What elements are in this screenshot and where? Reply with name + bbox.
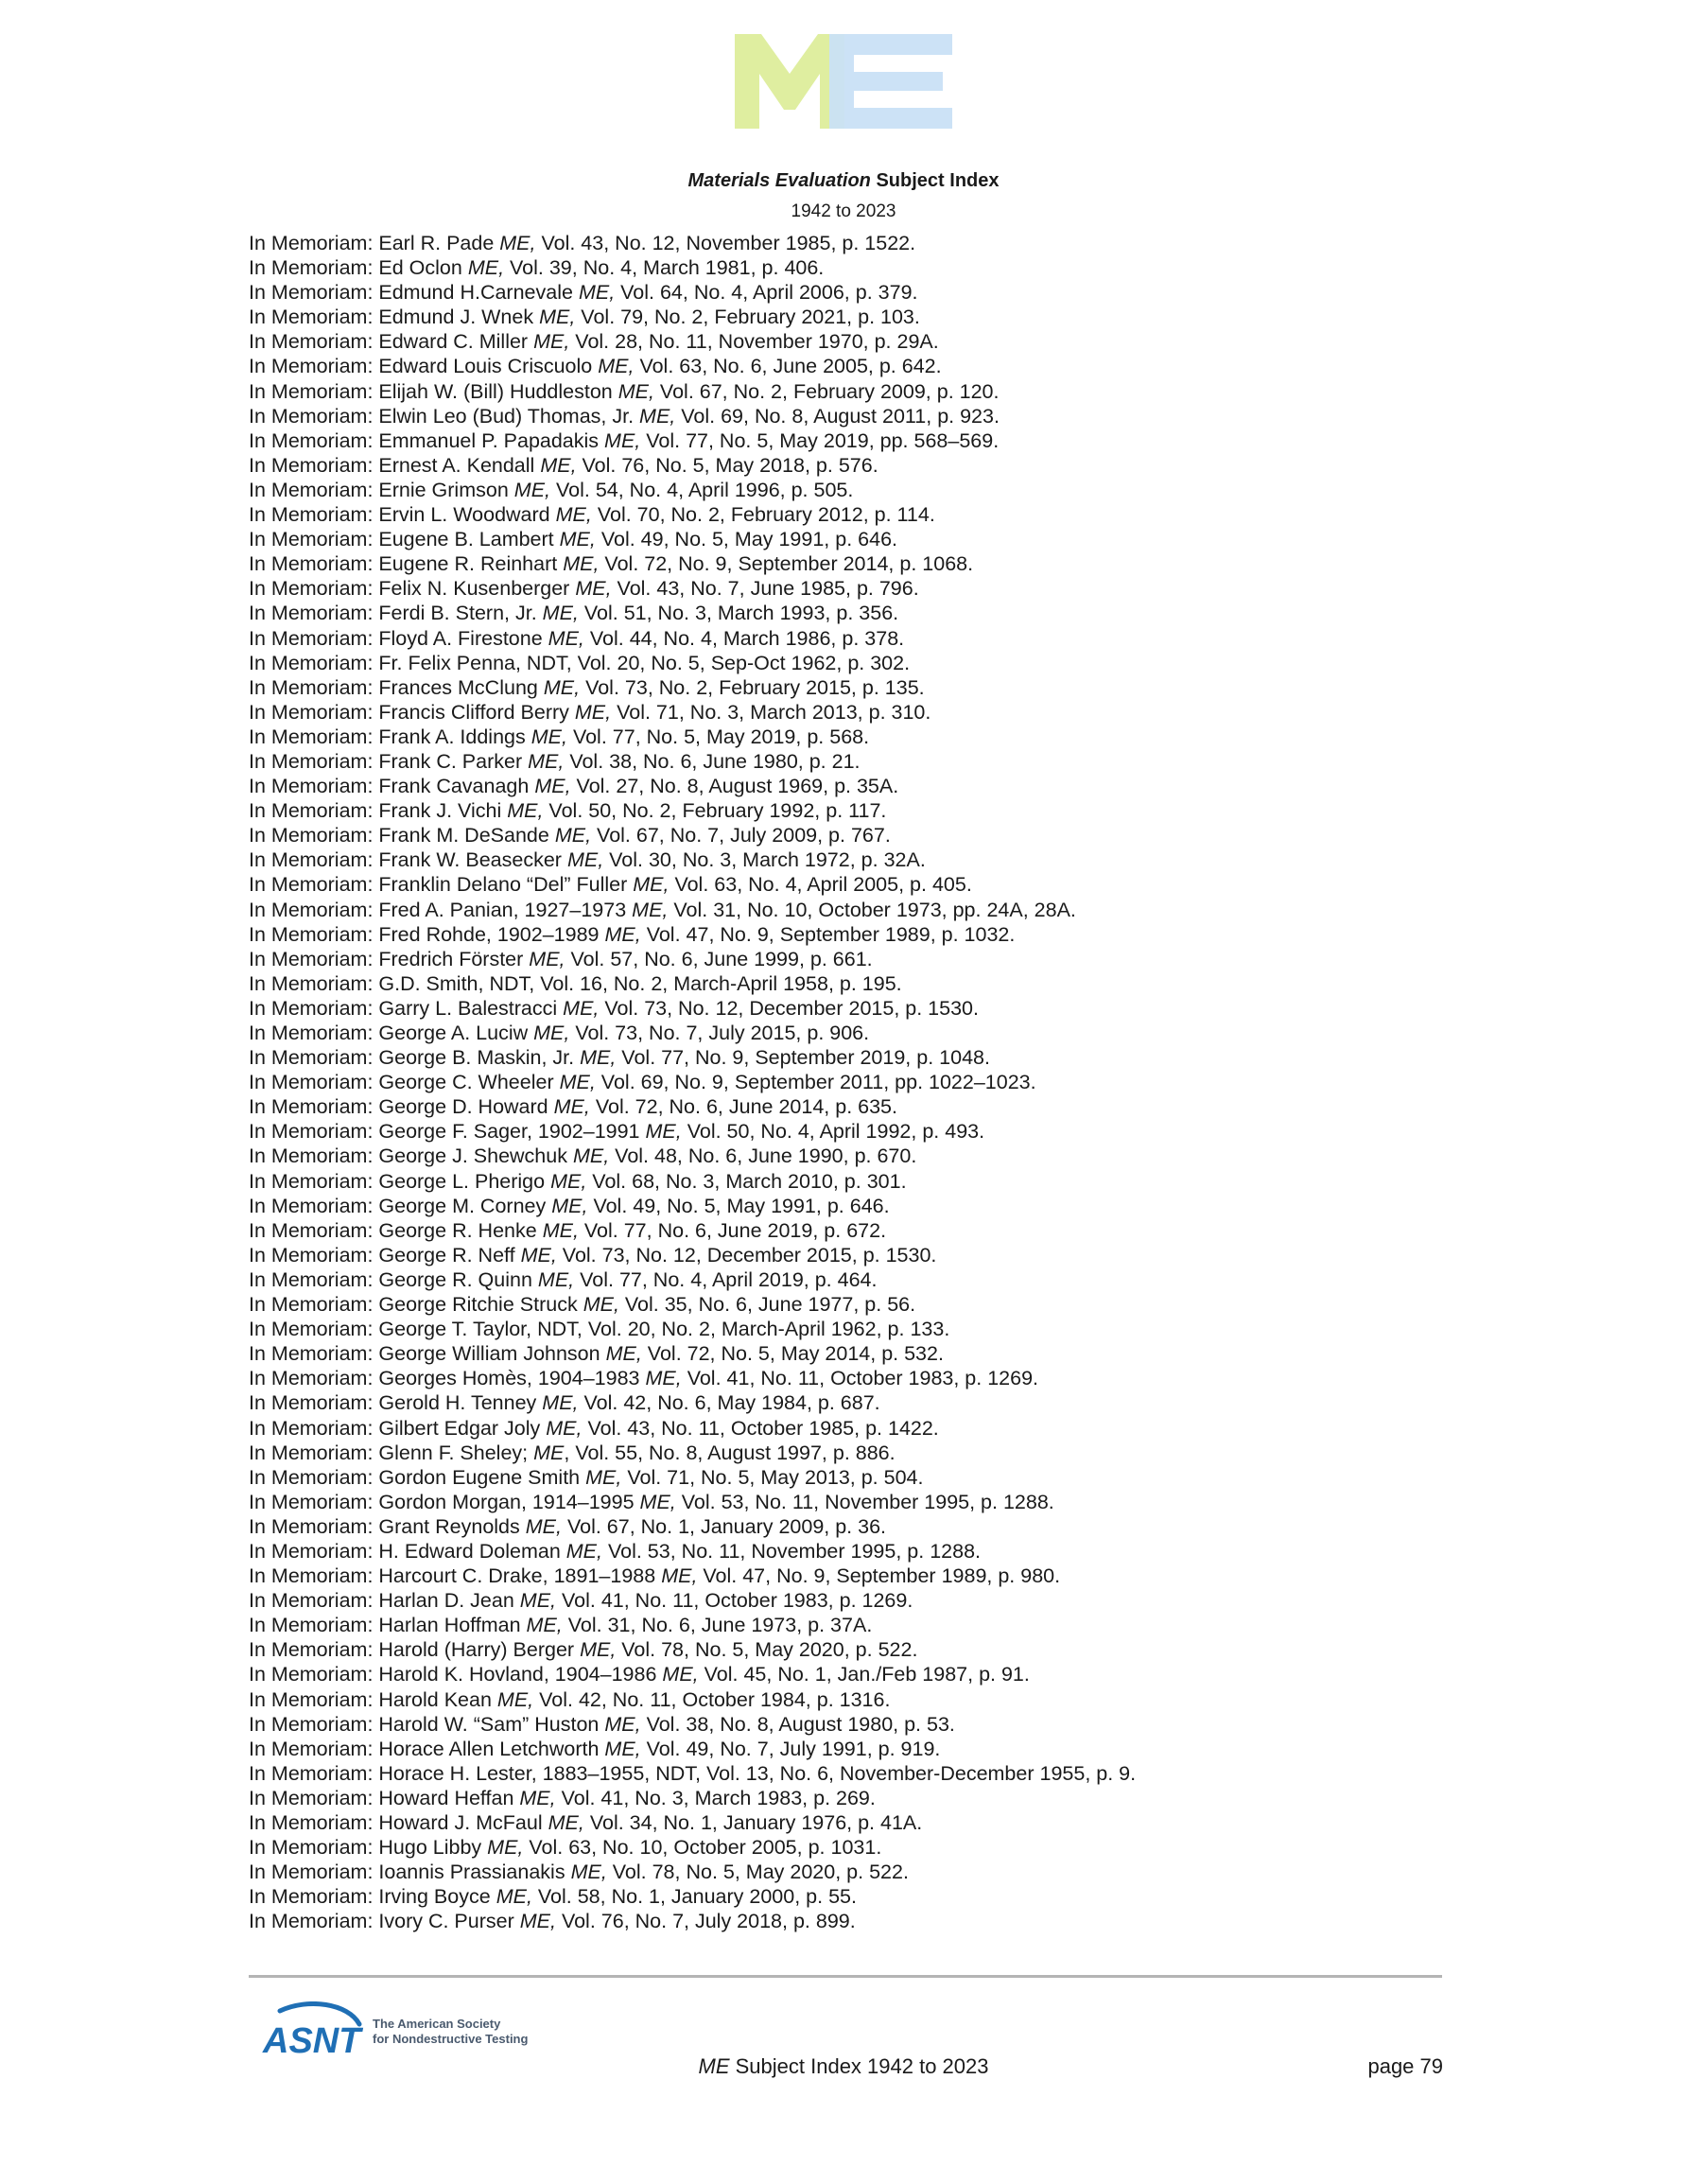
entry-name: In Memoriam: Howard J. McFaul xyxy=(249,1811,543,1834)
entry-citation: Vol. 43, No. 11, October 1985, p. 1422. xyxy=(582,1416,939,1440)
entry-journal: ME, xyxy=(496,1687,534,1711)
entry-citation: Vol. 77, No. 5, May 2019, pp. 568–569. xyxy=(640,428,1000,452)
entry-journal: ME, xyxy=(525,1514,562,1538)
index-entry xyxy=(249,922,1440,947)
index-entry xyxy=(249,255,1440,280)
entry-citation: Vol. 72, No. 5, May 2014, p. 532. xyxy=(641,1342,944,1366)
entry-name: In Memoriam: Elijah W. (Bill) Huddleston xyxy=(249,379,613,403)
entry-name: In Memoriam: Horace Allen Letchworth xyxy=(249,1737,600,1760)
entry-journal: ME, xyxy=(555,503,592,527)
entry-journal: ME, xyxy=(585,1465,622,1489)
entry-name: In Memoriam: George A. Luciw xyxy=(249,1022,529,1044)
entry-journal: ME, xyxy=(550,1169,587,1193)
entry-journal: ME, xyxy=(546,1416,583,1440)
entry-citation: Vol. 71, No. 3, March 2013, p. 310. xyxy=(611,700,931,724)
index-entry xyxy=(249,1588,1440,1613)
entry-citation: Vol. 42, No. 11, October 1984, p. 1316. xyxy=(533,1687,891,1711)
entry-journal: ME, xyxy=(580,1638,617,1662)
entry-name: In Memoriam: George B. Maskin, Jr. xyxy=(249,1046,575,1070)
index-entry xyxy=(249,774,1440,798)
index-entry xyxy=(249,478,1440,502)
entry-citation: Vol. 67, No. 7, July 2009, p. 767. xyxy=(591,824,891,847)
entry-name: In Memoriam: Earl R. Pade xyxy=(249,232,495,254)
index-entry xyxy=(249,898,1440,922)
entry-journal: ME, xyxy=(639,404,676,428)
entry-name: In Memoriam: Edmund J. Wnek xyxy=(249,306,534,329)
entry-journal: ME, xyxy=(604,1712,641,1736)
entry-name: In Memoriam: Eugene R. Reinhart xyxy=(249,552,558,576)
entry-name: In Memoriam: H. Edward Doleman xyxy=(249,1539,561,1563)
entry-journal: ME, xyxy=(530,725,567,748)
index-entry xyxy=(249,1243,1440,1267)
index-entry xyxy=(249,1835,1440,1860)
entry-journal: ME, xyxy=(583,1293,619,1317)
entry-journal: ME xyxy=(533,1441,565,1464)
index-entry xyxy=(249,379,1440,404)
entry-name: In Memoriam: Fr. Felix Penna, NDT, Vol. 20, No. 5, Sep-Oct 1962, p. 302. xyxy=(249,651,911,674)
index-entry xyxy=(249,947,1440,971)
entry-name: In Memoriam: Franklin Delano “Del” Fuller xyxy=(249,873,628,897)
entry-journal: ME, xyxy=(604,1737,641,1760)
index-entry xyxy=(249,626,1440,651)
entry-name: In Memoriam: Edward Louis Criscuolo xyxy=(249,355,593,378)
entry-journal: ME, xyxy=(507,799,544,823)
index-entry xyxy=(249,1021,1440,1045)
entry-name: In Memoriam: Edward C. Miller xyxy=(249,330,529,354)
entry-journal: ME, xyxy=(661,1564,698,1588)
entry-name: In Memoriam: Frank Cavanagh xyxy=(249,775,530,798)
index-entry xyxy=(249,798,1440,823)
entry-citation: Vol. 63, No. 6, June 2005, p. 642. xyxy=(634,355,942,378)
index-entry xyxy=(249,1662,1440,1686)
entry-citation: Vol. 43, No. 12, November 1985, p. 1522. xyxy=(535,232,916,254)
entry-name: In Memoriam: Emmanuel P. Papadakis xyxy=(249,428,600,452)
entry-journal: ME, xyxy=(529,947,565,970)
entry-name: In Memoriam: Georges Homès, 1904–1983 xyxy=(249,1367,640,1390)
asnt-name-line1: The American Society xyxy=(373,2017,501,2031)
asnt-logo-letters: ASNT xyxy=(263,2021,361,2061)
entry-name: In Memoriam: George F. Sager, 1902–1991 xyxy=(249,1120,640,1144)
entry-journal: ME, xyxy=(467,256,505,280)
index-entry xyxy=(249,1810,1440,1835)
entry-name: In Memoriam: George R. Henke xyxy=(249,1218,537,1242)
entry-name: In Memoriam: Frank A. Iddings xyxy=(249,725,526,748)
entry-citation: Vol. 63, No. 4, April 2005, p. 405. xyxy=(669,873,972,897)
entry-citation: Vol. 77, No. 6, June 2019, p. 672. xyxy=(578,1218,887,1242)
entry-citation: Vol. 72, No. 9, September 2014, p. 1068. xyxy=(599,552,974,576)
entry-journal: ME, xyxy=(574,700,612,724)
entry-name: In Memoriam: Frank M. DeSande xyxy=(249,824,549,847)
entry-journal: ME, xyxy=(580,1046,617,1070)
entry-journal: ME, xyxy=(632,898,669,921)
entry-journal: ME, xyxy=(553,1095,590,1119)
entry-citation: Vol. 38, No. 8, August 1980, p. 53. xyxy=(640,1712,955,1736)
index-entry xyxy=(249,1613,1440,1637)
entry-journal: ME, xyxy=(542,1218,579,1242)
entry-journal: ME, xyxy=(548,1811,584,1834)
entry-journal: ME, xyxy=(662,1663,699,1686)
index-entry xyxy=(249,1539,1440,1564)
entry-citation: , Vol. 55, No. 8, August 1997, p. 886. xyxy=(564,1441,896,1464)
entry-name: In Memoriam: Irving Boyce xyxy=(249,1885,491,1909)
footer-title-rest: Subject Index 1942 to 2023 xyxy=(729,2054,989,2078)
index-entry xyxy=(249,354,1440,378)
index-entry xyxy=(249,1786,1440,1810)
index-entry xyxy=(249,872,1440,897)
entry-name: In Memoriam: Harold W. “Sam” Huston xyxy=(249,1712,600,1736)
entry-name: In Memoriam: Gilbert Edgar Joly xyxy=(249,1416,541,1440)
index-entry xyxy=(249,725,1440,749)
entry-journal: ME, xyxy=(605,1342,642,1366)
entry-name: In Memoriam: George D. Howard xyxy=(249,1095,548,1119)
entry-name: In Memoriam: Frank W. Beasecker xyxy=(249,848,562,872)
entry-citation: Vol. 70, No. 2, February 2012, p. 114. xyxy=(591,503,935,527)
entry-citation: Vol. 71, No. 5, May 2013, p. 504. xyxy=(621,1465,924,1489)
index-entry xyxy=(249,1119,1440,1144)
entry-citation: Vol. 50, No. 2, February 1992, p. 117. xyxy=(543,799,887,823)
entry-name: In Memoriam: Ioannis Prassianakis xyxy=(249,1861,565,1884)
entry-name: In Memoriam: Hugo Libby xyxy=(249,1836,482,1860)
entry-name: In Memoriam: Howard Heffan xyxy=(249,1786,514,1809)
entry-citation: Vol. 51, No. 3, March 1993, p. 356. xyxy=(578,602,899,625)
index-entry xyxy=(249,1637,1440,1662)
entry-journal: ME, xyxy=(519,1910,556,1933)
index-entry xyxy=(249,1884,1440,1909)
index-entry xyxy=(249,551,1440,576)
entry-journal: ME, xyxy=(551,1194,588,1217)
entry-journal: ME, xyxy=(542,1391,579,1415)
entry-journal: ME, xyxy=(559,528,596,551)
entry-journal: ME, xyxy=(539,306,576,329)
entry-citation: Vol. 67, No. 2, February 2009, p. 120. xyxy=(653,379,1000,403)
index-entry xyxy=(249,305,1440,329)
me-logo xyxy=(735,34,952,129)
entry-name: In Memoriam: Ferdi B. Stern, Jr. xyxy=(249,602,537,625)
index-entry xyxy=(249,1070,1440,1094)
entry-name: In Memoriam: George T. Taylor, NDT, Vol. 20, No. 2, March-April 1962, p. 133. xyxy=(249,1318,950,1341)
entry-citation: Vol. 44, No. 4, March 1986, p. 378. xyxy=(583,626,905,650)
index-entry xyxy=(249,231,1440,255)
index-entry xyxy=(249,280,1440,305)
index-entry xyxy=(249,502,1440,527)
entry-name: In Memoriam: Glenn F. Sheley; xyxy=(249,1441,529,1464)
entry-journal: ME, xyxy=(548,626,584,650)
index-entry xyxy=(249,1194,1440,1218)
entry-name: In Memoriam: George R. Neff xyxy=(249,1243,515,1267)
asnt-name-line2: for Nondestructive Testing xyxy=(373,2032,529,2046)
entry-journal: ME, xyxy=(604,922,641,946)
entry-citation: Vol. 72, No. 6, June 2014, p. 635. xyxy=(589,1095,897,1119)
entry-name: In Memoriam: Frank J. Vichi xyxy=(249,799,502,823)
entry-name: In Memoriam: Gordon Eugene Smith xyxy=(249,1465,581,1489)
entry-citation: Vol. 49, No. 7, July 1991, p. 919. xyxy=(640,1737,941,1760)
index-entry xyxy=(249,1416,1440,1441)
entry-name: In Memoriam: Ed Oclon xyxy=(249,256,462,280)
entry-journal: ME, xyxy=(499,232,536,254)
index-entry xyxy=(249,1094,1440,1119)
entry-journal: ME, xyxy=(566,848,604,872)
entry-citation: Vol. 53, No. 11, November 1995, p. 1288. xyxy=(602,1539,981,1563)
index-entry xyxy=(249,404,1440,428)
entry-name: In Memoriam: Harold K. Hovland, 1904–1986 xyxy=(249,1663,657,1686)
entry-name: In Memoriam: Edmund H.Carnevale xyxy=(249,281,573,305)
entry-name: In Memoriam: George William Johnson xyxy=(249,1342,600,1366)
entry-journal: ME, xyxy=(563,996,600,1020)
entry-name: In Memoriam: Grant Reynolds xyxy=(249,1514,520,1538)
footer-rule xyxy=(249,1975,1442,1978)
entry-journal: ME, xyxy=(540,453,577,477)
entry-name: In Memoriam: Harold (Harry) Berger xyxy=(249,1638,575,1662)
entry-citation: Vol. 47, No. 9, September 1989, p. 1032. xyxy=(640,922,1016,946)
entry-name: In Memoriam: Harcourt C. Drake, 1891–1988 xyxy=(249,1564,656,1588)
entry-name: In Memoriam: Ervin L. Woodward xyxy=(249,503,550,527)
entry-journal: ME, xyxy=(537,1267,575,1291)
entry-citation: Vol. 42, No. 6, May 1984, p. 687. xyxy=(578,1391,880,1415)
entry-journal: ME, xyxy=(533,1022,570,1044)
entry-name: In Memoriam: George C. Wheeler xyxy=(249,1071,554,1094)
entry-name: In Memoriam: Gerold H. Tenney xyxy=(249,1391,537,1415)
entry-list xyxy=(249,231,1440,1933)
entry-journal: ME, xyxy=(598,355,635,378)
entry-journal: ME, xyxy=(526,1614,563,1637)
entry-citation: Vol. 73, No. 7, July 2015, p. 906. xyxy=(569,1022,870,1044)
index-entry xyxy=(249,749,1440,774)
entry-citation: Vol. 49, No. 5, May 1991, p. 646. xyxy=(587,1194,890,1217)
entry-name: In Memoriam: Ivory C. Purser xyxy=(249,1910,514,1933)
entry-citation: Vol. 64, No. 4, April 2006, p. 379. xyxy=(615,281,918,305)
index-entry xyxy=(249,1860,1440,1884)
entry-journal: ME, xyxy=(534,775,571,798)
index-entry xyxy=(249,847,1440,872)
entry-journal: ME, xyxy=(496,1885,532,1909)
entry-journal: ME, xyxy=(528,749,565,773)
entry-citation: Vol. 68, No. 3, March 2010, p. 301. xyxy=(586,1169,907,1193)
index-entry xyxy=(249,1909,1440,1933)
entry-journal: ME, xyxy=(572,1144,610,1168)
entry-citation: Vol. 54, No. 4, April 1996, p. 505. xyxy=(550,478,854,501)
entry-journal: ME, xyxy=(565,1539,602,1563)
entry-journal: ME, xyxy=(617,379,654,403)
entry-name: In Memoriam: G.D. Smith, NDT, Vol. 16, No. 2, March-April 1958, p. 195. xyxy=(249,971,902,995)
entry-citation: Vol. 58, No. 1, January 2000, p. 55. xyxy=(531,1885,857,1909)
index-entry xyxy=(249,1737,1440,1761)
entry-journal: ME, xyxy=(570,1861,607,1884)
index-entry xyxy=(249,453,1440,478)
entry-name: In Memoriam: George Ritchie Struck xyxy=(249,1293,578,1317)
index-entry xyxy=(249,1366,1440,1390)
entry-citation: Vol. 50, No. 4, April 1992, p. 493. xyxy=(681,1120,985,1144)
entry-name: In Memoriam: Ernie Grimson xyxy=(249,478,509,501)
index-entry xyxy=(249,1144,1440,1168)
entry-journal: ME, xyxy=(645,1120,682,1144)
index-entry xyxy=(249,601,1440,625)
entry-journal: ME, xyxy=(554,824,592,847)
index-entry xyxy=(249,1218,1440,1243)
index-entry xyxy=(249,823,1440,847)
entry-citation: Vol. 28, No. 11, November 1970, p. 29A. xyxy=(569,330,939,354)
index-entry xyxy=(249,1390,1440,1415)
entry-citation: Vol. 76, No. 7, July 2018, p. 899. xyxy=(555,1910,856,1933)
entry-name: In Memoriam: Frances McClung xyxy=(249,675,538,699)
entry-journal: ME, xyxy=(513,478,551,501)
entry-citation: Vol. 78, No. 5, May 2020, p. 522. xyxy=(606,1861,909,1884)
index-entry xyxy=(249,1317,1440,1341)
entry-journal: ME, xyxy=(578,281,616,305)
entry-name: In Memoriam: Harold Kean xyxy=(249,1687,492,1711)
entry-journal: ME, xyxy=(520,1243,557,1267)
entry-citation: Vol. 35, No. 6, June 1977, p. 56. xyxy=(618,1293,916,1317)
entry-journal: ME, xyxy=(575,577,612,601)
entry-citation: Vol. 30, No. 3, March 1972, p. 32A. xyxy=(603,848,926,872)
entry-journal: ME, xyxy=(645,1367,682,1390)
entry-name: In Memoriam: Ernest A. Kendall xyxy=(249,453,535,477)
entry-name: In Memoriam: Eugene B. Lambert xyxy=(249,528,554,551)
entry-name: In Memoriam: Elwin Leo (Bud) Thomas, Jr. xyxy=(249,404,635,428)
entry-citation: Vol. 73, No. 12, December 2015, p. 1530. xyxy=(599,996,979,1020)
entry-journal: ME, xyxy=(604,428,641,452)
title-rest: Subject Index xyxy=(870,170,1000,191)
entry-journal: ME, xyxy=(543,675,581,699)
entry-journal: ME, xyxy=(519,1786,556,1809)
entry-journal: ME, xyxy=(563,552,600,576)
entry-citation: Vol. 73, No. 12, December 2015, p. 1530. xyxy=(556,1243,937,1267)
entry-journal: ME, xyxy=(519,1589,557,1613)
entry-citation: Vol. 78, No. 5, May 2020, p. 522. xyxy=(616,1638,918,1662)
entry-citation: Vol. 43, No. 7, June 1985, p. 796. xyxy=(611,577,919,601)
entry-citation: Vol. 57, No. 6, June 1999, p. 661. xyxy=(565,947,873,970)
entry-name: In Memoriam: Floyd A. Firestone xyxy=(249,626,543,650)
entry-name: In Memoriam: George R. Quinn xyxy=(249,1267,532,1291)
index-entry xyxy=(249,1761,1440,1786)
index-entry xyxy=(249,1169,1440,1194)
index-entry xyxy=(249,996,1440,1021)
index-entry xyxy=(249,1045,1440,1070)
entry-citation: Vol. 69, No. 9, September 2011, pp. 1022–1023. xyxy=(595,1071,1036,1094)
me-logo-graphic xyxy=(735,34,952,129)
asnt-name xyxy=(373,2017,528,2047)
index-entry xyxy=(249,1564,1440,1588)
entry-name: In Memoriam: George J. Shewchuk xyxy=(249,1144,567,1168)
entry-citation: Vol. 31, No. 10, October 1973, pp. 24A, 28A. xyxy=(668,898,1076,921)
title-italic: Materials Evaluation xyxy=(687,170,871,191)
entry-name: In Memoriam: George M. Corney xyxy=(249,1194,547,1217)
entry-name: In Memoriam: Fred A. Panian, 1927–1973 xyxy=(249,898,627,921)
entry-name: In Memoriam: Garry L. Balestracci xyxy=(249,996,558,1020)
entry-citation: Vol. 41, No. 3, March 1983, p. 269. xyxy=(555,1786,876,1809)
index-title xyxy=(0,170,1687,192)
index-entry xyxy=(249,1292,1440,1317)
index-entry xyxy=(249,1712,1440,1737)
index-entry xyxy=(249,1514,1440,1539)
entry-journal: ME, xyxy=(633,873,670,897)
index-entry xyxy=(249,527,1440,551)
entry-journal: ME, xyxy=(542,602,579,625)
entry-name: In Memoriam: Frank C. Parker xyxy=(249,749,523,773)
index-entry xyxy=(249,651,1440,675)
entry-name: In Memoriam: George L. Pherigo xyxy=(249,1169,546,1193)
entry-citation: Vol. 31, No. 6, June 1973, p. 37A. xyxy=(562,1614,873,1637)
index-entry xyxy=(249,428,1440,453)
entry-citation: Vol. 77, No. 9, September 2019, p. 1048. xyxy=(616,1046,990,1070)
entry-citation: Vol. 47, No. 9, September 1989, p. 980. xyxy=(697,1564,1061,1588)
entry-journal: ME, xyxy=(533,330,570,354)
index-entry xyxy=(249,329,1440,354)
asnt-logo-mark xyxy=(261,2001,365,2062)
index-entry xyxy=(249,1341,1440,1366)
index-entry xyxy=(249,1441,1440,1465)
entry-citation: Vol. 79, No. 2, February 2021, p. 103. xyxy=(575,306,920,329)
index-entry xyxy=(249,700,1440,725)
entry-citation: Vol. 73, No. 2, February 2015, p. 135. xyxy=(580,675,925,699)
index-entry xyxy=(249,1490,1440,1514)
index-entry xyxy=(249,675,1440,700)
entry-name: In Memoriam: Harlan D. Jean xyxy=(249,1589,514,1613)
index-entry xyxy=(249,1687,1440,1712)
entry-citation: Vol. 49, No. 5, May 1991, p. 646. xyxy=(595,528,897,551)
page-header xyxy=(0,34,1687,222)
entry-citation: Vol. 53, No. 11, November 1995, p. 1288. xyxy=(675,1490,1054,1513)
entry-name: In Memoriam: Gordon Morgan, 1914–1995 xyxy=(249,1490,635,1513)
entry-citation: Vol. 63, No. 10, October 2005, p. 1031. xyxy=(523,1836,882,1860)
entry-name: In Memoriam: Francis Clifford Berry xyxy=(249,700,569,724)
index-entry xyxy=(249,971,1440,996)
page-number: page 79 xyxy=(1367,2054,1443,2078)
entry-name: In Memoriam: Fred Rohde, 1902–1989 xyxy=(249,922,600,946)
entry-citation: Vol. 77, No. 5, May 2019, p. 568. xyxy=(566,725,870,748)
entry-citation: Vol. 38, No. 6, June 1980, p. 21. xyxy=(564,749,861,773)
index-entry xyxy=(249,576,1440,601)
entry-name: In Memoriam: Horace H. Lester, 1883–1955, NDT, Vol. 13, No. 6, November-December 1955, p. 9. xyxy=(249,1761,1137,1785)
entry-citation: Vol. 76, No. 5, May 2018, p. 576. xyxy=(576,453,878,477)
entry-citation: Vol. 39, No. 4, March 1981, p. 406. xyxy=(504,256,825,280)
entry-citation: Vol. 27, No. 8, August 1969, p. 35A. xyxy=(570,775,899,798)
entry-citation: Vol. 48, No. 6, June 1990, p. 670. xyxy=(609,1144,917,1168)
entry-citation: Vol. 41, No. 11, October 1983, p. 1269. xyxy=(556,1589,913,1613)
entry-journal: ME, xyxy=(487,1836,524,1860)
entry-name: In Memoriam: Fredrich Förster xyxy=(249,947,524,970)
footer-title-italic: ME xyxy=(698,2054,730,2078)
entry-citation: Vol. 45, No. 1, Jan./Feb 1987, p. 91. xyxy=(698,1663,1030,1686)
entry-citation: Vol. 67, No. 1, January 2009, p. 36. xyxy=(561,1514,887,1538)
entry-citation: Vol. 34, No. 1, January 1976, p. 41A. xyxy=(583,1811,923,1834)
index-entry xyxy=(249,1267,1440,1292)
entry-citation: Vol. 77, No. 4, April 2019, p. 464. xyxy=(574,1267,878,1291)
entry-name: In Memoriam: Felix N. Kusenberger xyxy=(249,577,570,601)
entry-citation: Vol. 41, No. 11, October 1983, p. 1269. xyxy=(681,1367,1039,1390)
index-years: 1942 to 2023 xyxy=(791,201,896,221)
entry-name: In Memoriam: Harlan Hoffman xyxy=(249,1614,521,1637)
entry-citation: Vol. 69, No. 8, August 2011, p. 923. xyxy=(675,404,1000,428)
index-entry xyxy=(249,1465,1440,1490)
entry-journal: ME, xyxy=(559,1071,596,1094)
entry-journal: ME, xyxy=(639,1490,676,1513)
